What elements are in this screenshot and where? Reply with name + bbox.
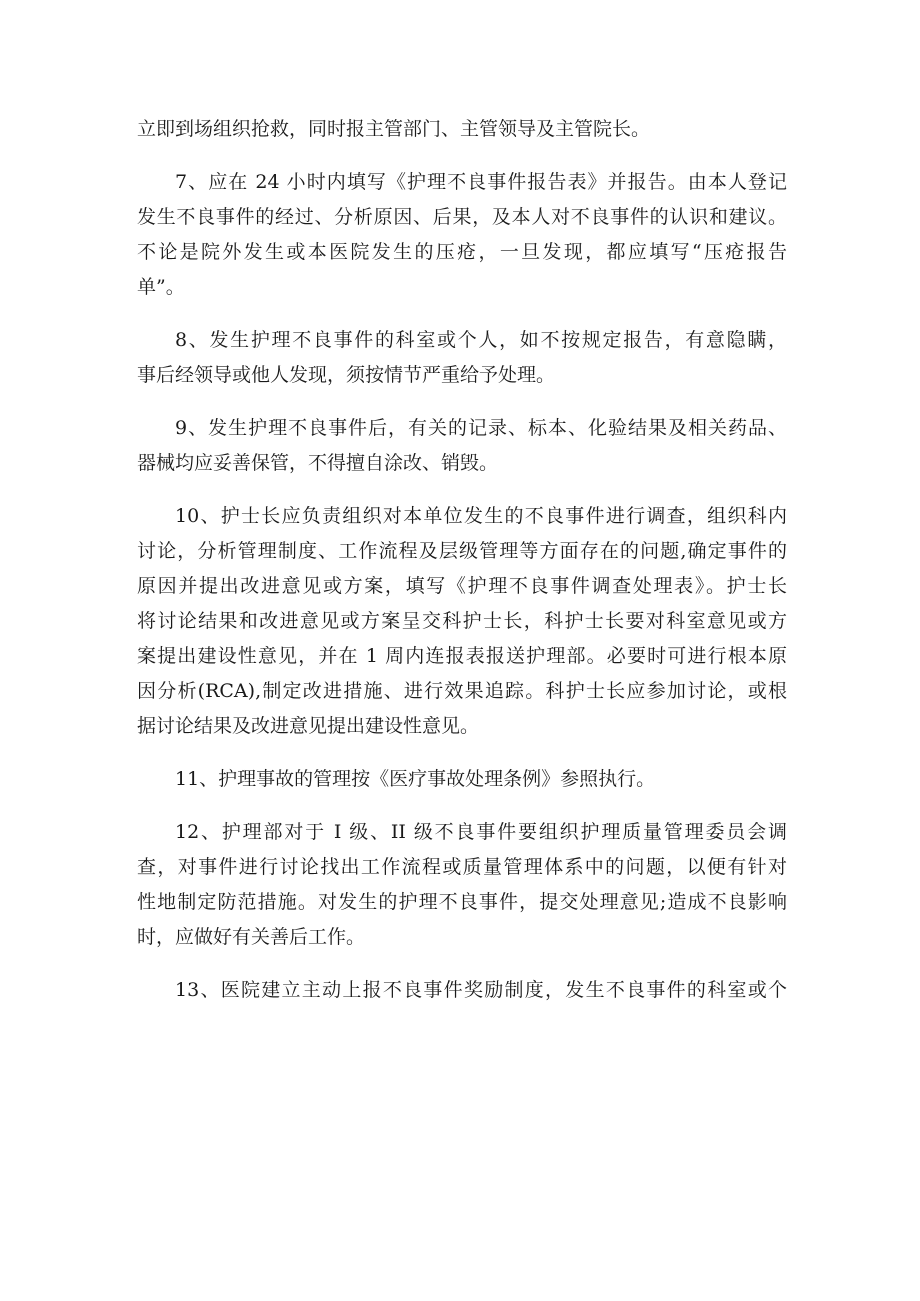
text-line: 讨论，分析管理制度、工作流程及层级管理等方面存在的问题,确定事件的 (137, 540, 787, 562)
text-line: 9、发生护理不良事件后，有关的记录、标本、化验结果及相关药品、 (175, 417, 787, 439)
text-line: 原因并提出改进意见或方案，填写《护理不良事件调查处理表》。护士长 (137, 575, 787, 597)
document-page (137, 112, 787, 1026)
paragraph-item-11 (137, 762, 787, 797)
text-line: 7、应在 24 小时内填写《护理不良事件报告表》并报告。由本人登记 (175, 171, 787, 193)
text-line: 发生不良事件的经过、分析原因、后果，及本人对不良事件的认识和建议。 (137, 206, 787, 228)
text-line: 立即到场组织抢救，同时报主管部门、主管领导及主管院长。 (137, 118, 651, 140)
paragraph-continuation (137, 112, 787, 147)
text-line: 10、护士长应负责组织对本单位发生的不良事件进行调查，组织科内 (175, 505, 787, 527)
text-line: 将讨论结果和改进意见或方案呈交科护士长，科护士长要对科室意见或方 (137, 610, 787, 632)
paragraph-item-10 (137, 499, 787, 744)
paragraph-item-9 (137, 411, 787, 481)
text-line: 11、护理事故的管理按《医疗事故处理条例》参照执行。 (175, 768, 656, 790)
paragraph-item-8 (137, 323, 787, 393)
text-line: 因分析(RCA),制定改进措施、进行效果追踪。科护士长应参加讨论，或根 (137, 680, 787, 702)
text-line: 案提出建设性意见，并在 1 周内连报表报送护理部。必要时可进行根本原 (137, 645, 787, 667)
text-line: 单”。 (137, 276, 185, 298)
paragraph-item-13 (137, 973, 787, 1008)
text-line: 事后经领导或他人发现，须按情节严重给予处理。 (137, 364, 556, 386)
paragraph-item-7 (137, 165, 787, 305)
text-line: 13、医院建立主动上报不良事件奖励制度，发生不良事件的科室或个 (175, 979, 787, 1001)
text-line: 不论是院外发生或本医院发生的压疮，一旦发现，都应填写“压疮报告 (137, 241, 787, 263)
text-line: 据讨论结果及改进意见提出建设性意见。 (137, 715, 480, 737)
text-line: 性地制定防范措施。对发生的护理不良事件，提交处理意见;造成不良影响 (137, 891, 787, 913)
paragraph-item-12 (137, 815, 787, 955)
text-line: 时，应做好有关善后工作。 (137, 926, 366, 948)
text-line: 查，对事件进行讨论找出工作流程或质量管理体系中的问题，以便有针对 (137, 856, 787, 878)
text-line: 器械均应妥善保管，不得擅自涂改、销毁。 (137, 452, 499, 474)
text-line: 8、发生护理不良事件的科室或个人，如不按规定报告，有意隐瞒， (175, 329, 787, 351)
text-line: 12、护理部对于 I 级、II 级不良事件要组织护理质量管理委员会调 (175, 821, 787, 843)
